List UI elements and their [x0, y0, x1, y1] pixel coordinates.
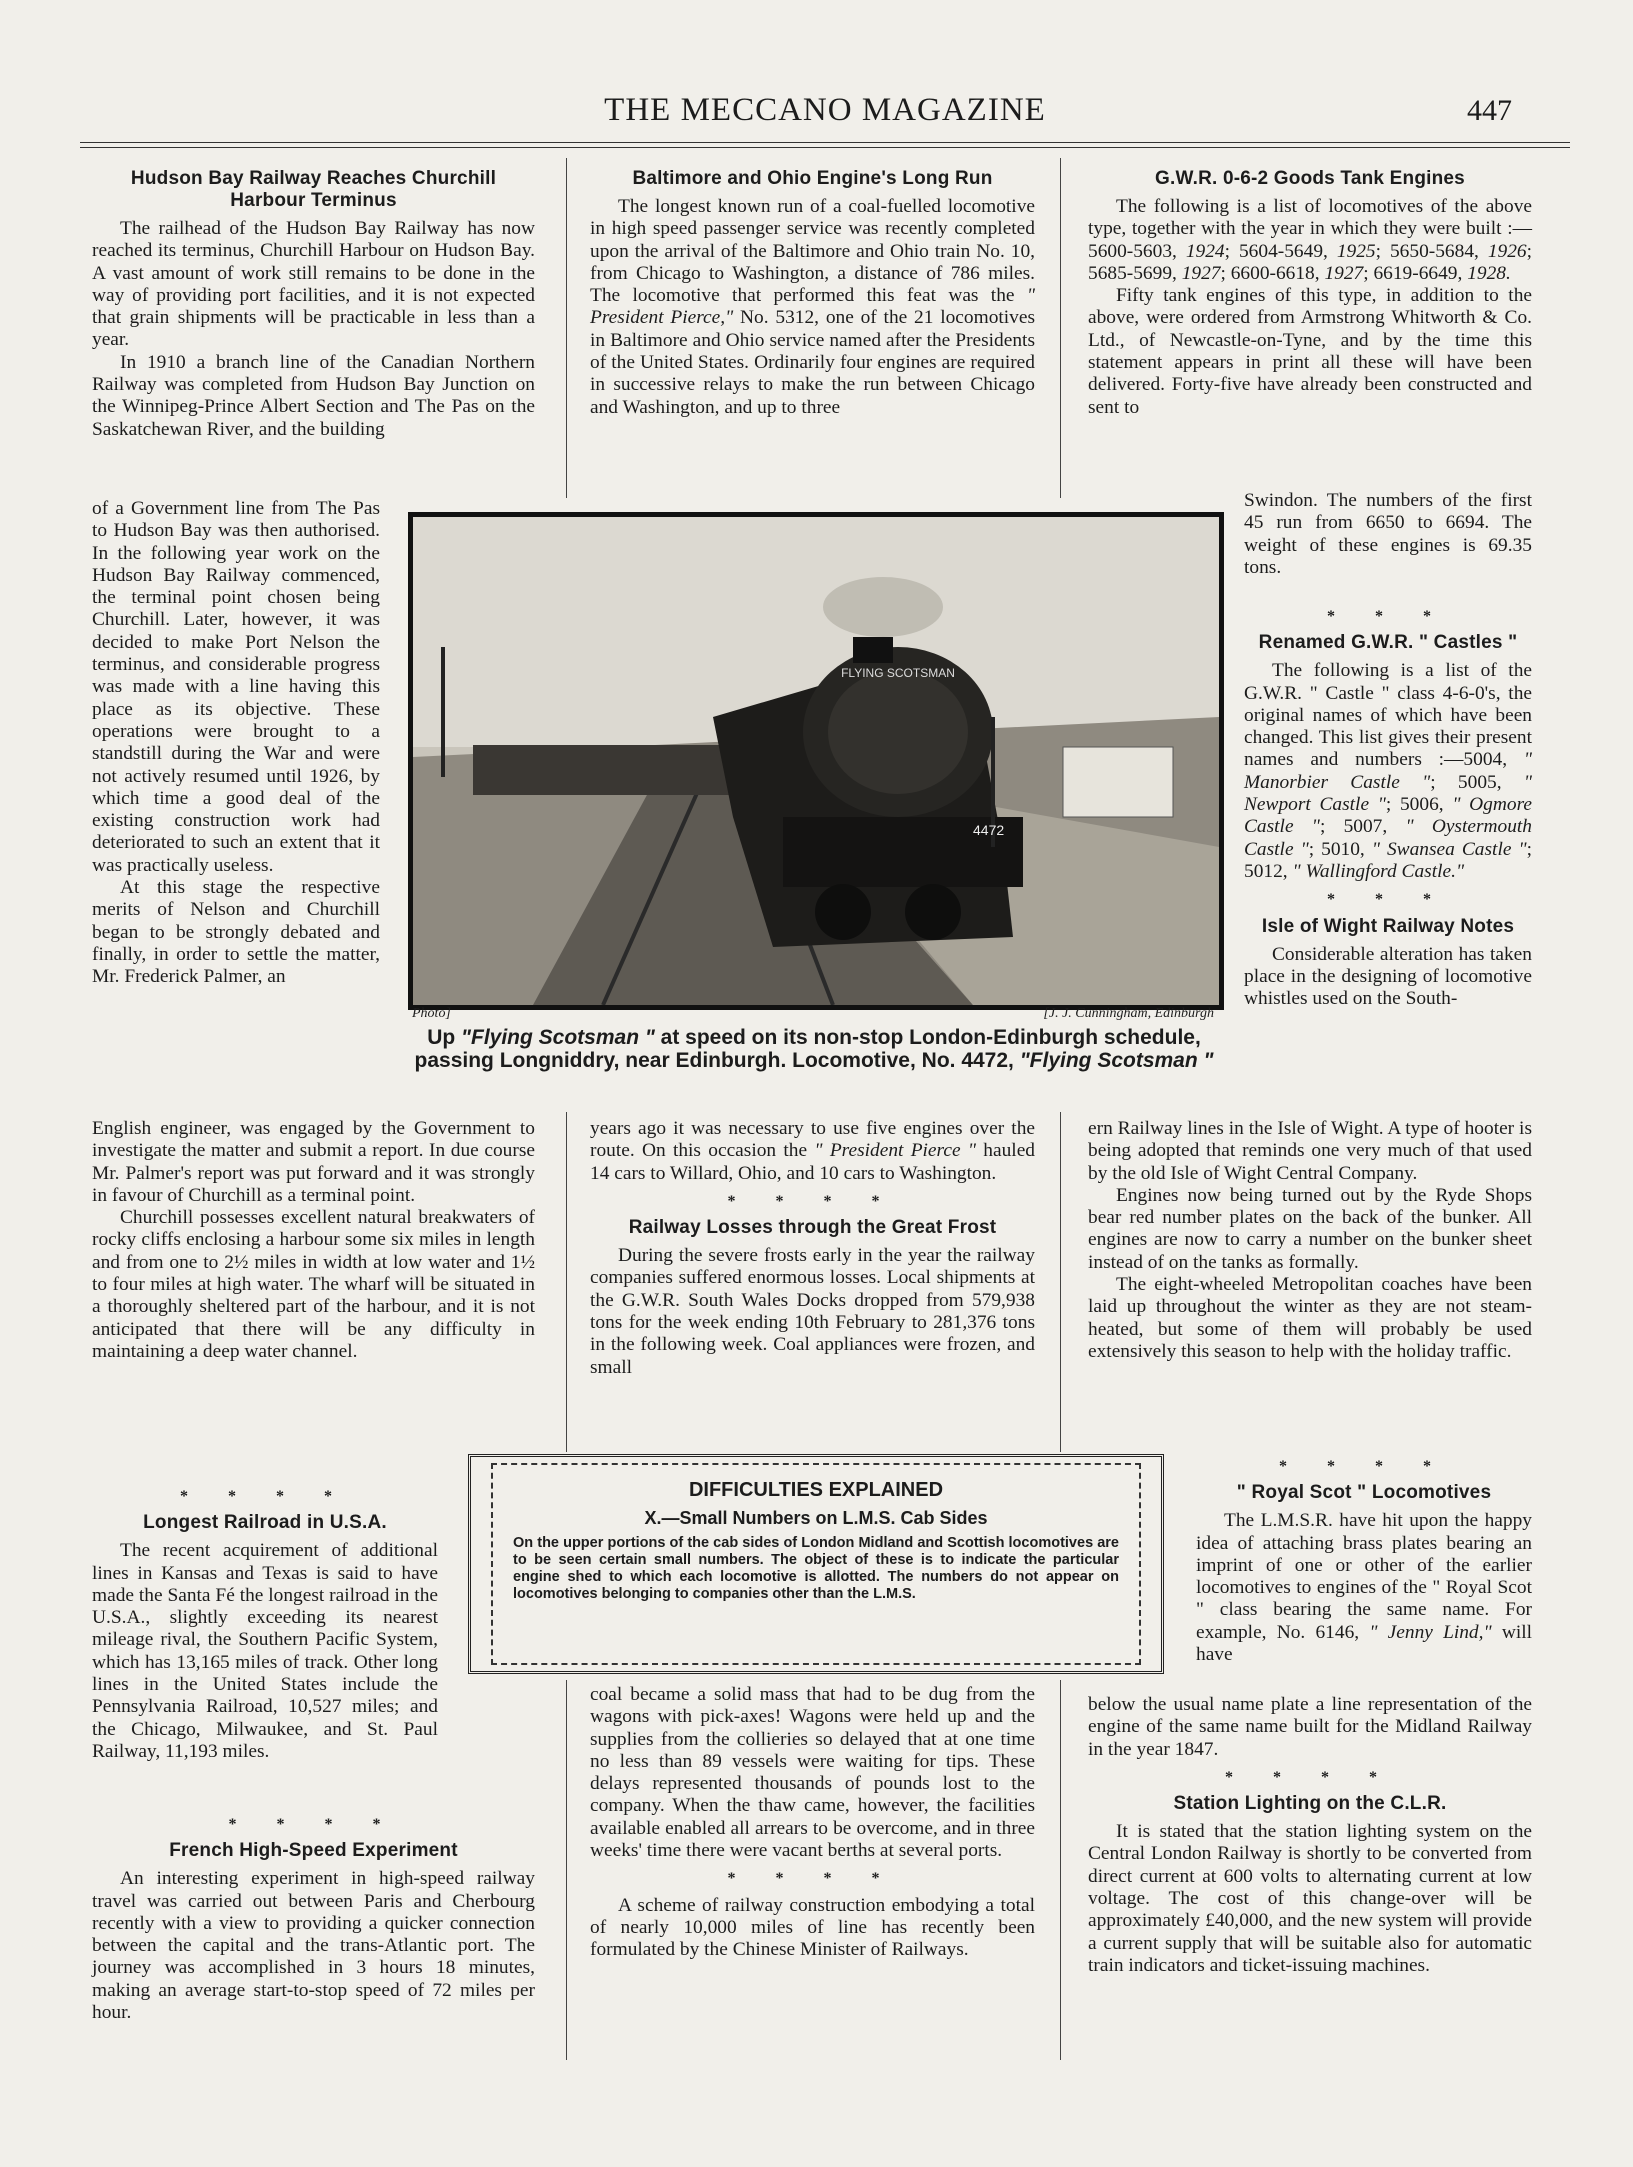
headline-longest-railroad: Longest Railroad in U.S.A.	[143, 1512, 387, 1534]
paragraph: The L.M.S.R. have hit upon the happy idea of attaching brass plates bearing an imprint of one or other of the earlier locomotives to engines of the " Royal Scot " class bearing the same name. For example, No. 6146, " Jenny Lind," will have	[1196, 1510, 1532, 1666]
paragraph: An interesting experiment in high-speed railway travel was carried out between Paris and Cherbourg recently with a view to providing a quicker connection between the capital and the trans-Atlantic port. The journey was accomplished in 3 hours 18 minutes, making an average start-to-stop speed of 72 miles per hour.	[92, 1868, 535, 2024]
headline-french-experiment: French High-Speed Experiment	[169, 1840, 458, 1862]
section-separator: * * * *	[727, 1870, 898, 1888]
section-separator: * * *	[1327, 608, 1449, 625]
paragraph: of a Government line from The Pas to Hudson Bay was then authorised. In the following year work on the Hudson Bay Railway commenced, the terminal point chosen being Churchill. Later, however, it was decided to make Port Nelson the terminus, and considerable progress was made with a line having this place as its objective. These operations were brought to a standstill during the War and were not actively resumed until 1926, by which time a good deal of the existing construction work had deteriorated to such an extent that it was practically useless.	[92, 498, 380, 876]
paragraph: The following is a list of the G.W.R. " Castle " class 4-6-0's, the original names of which have been changed. This list gives their present names and numbers :—5004, " Manorbier Castle "; 5005, " Newport Castle "; 5006, " Ogmore Castle "; 5007, " Oystermouth Castle "; 5010, " Swansea Castle "; 5012, " Wallingford Castle."	[1244, 660, 1532, 882]
paragraph: In 1910 a branch line of the Canadian Northern Railway was completed from Hudson Bay Junction on the Winnipeg-Prince Albert Section and The Pas on the Saskatchewan River, and the building	[92, 351, 535, 440]
paragraph: Swindon. The numbers of the first 45 run from 6650 to 6694. The weight of these engines is 69.35 tons.	[1244, 490, 1532, 578]
paragraph: During the severe frosts early in the year the railway companies suffered enormous losses. Local shipments at the G.W.R. South Wales Docks dropped from 579,938 tons for the week ending 10th February to 281,376 tons in the following week. Coal appliances were frozen, and small	[590, 1245, 1035, 1378]
column-1-end	[92, 1808, 535, 2024]
page-header	[80, 92, 1570, 136]
column-divider	[1060, 1680, 1061, 2060]
section-separator: * * * *	[180, 1488, 350, 1505]
paragraph: The recent acquirement of additional lines in Kansas and Texas is said to have made the Santa Fé the longest railroad in the U.S.A., slightly exceeding its nearest mileage rival, the Southern Pacific System, which has 13,165 miles of track. Other long lines in the United States include the Pennsylvania Railroad, 10,527 miles; and the Chicago, Milwaukee, and St. Paul Railway, 11,193 miles.	[92, 1540, 438, 1762]
column-1-box-side	[92, 1480, 438, 1763]
column-divider	[566, 158, 567, 498]
column-2-mid	[590, 1118, 1035, 1379]
box-border	[491, 1463, 1141, 1665]
difficulties-explained-box	[468, 1454, 1164, 1674]
section-separator: * * * *	[727, 1192, 898, 1210]
paragraph: Engines now being turned out by the Ryde Shops bear red number plates on the back of the bunker. All engines are now to carry a number on the bunker sheet instead of on the tanks as formally.	[1088, 1184, 1532, 1273]
headline-renamed-castles: Renamed G.W.R. " Castles "	[1258, 632, 1518, 654]
section-separator: * * * *	[228, 1816, 399, 1833]
paragraph: It is stated that the station lighting system on the Central London Railway is shortly to be converted from direct current at 600 volts to alternating current at low voltage. The cost of this change-over will be approximately £40,000, and the new system will provide a current supply that will be suitable also for automatic train indicators and ticket-issuing machines.	[1088, 1821, 1532, 1976]
column-3-narrow	[1244, 490, 1532, 579]
engine-number: 4472	[973, 822, 1005, 838]
paragraph: ern Railway lines in the Isle of Wight. A type of hooter is being adopted that reminds one very much of that used by the old Isle of Wight Central Company.	[1088, 1118, 1532, 1184]
paragraph: years ago it was necessary to use five engines over the route. On this occasion the " President Pierce " hauled 14 cars to Willard, Ohio, and 10 cars to Washington.	[590, 1118, 1035, 1184]
column-divider	[566, 1680, 567, 2060]
headline-isle-of-wight: Isle of Wight Railway Notes	[1261, 915, 1515, 937]
column-divider	[1060, 1112, 1061, 1452]
smoke-plume	[823, 577, 943, 637]
box-title: DIFFICULTIES EXPLAINED	[688, 1479, 944, 1501]
column-1-top	[92, 168, 535, 441]
column-3-bottom	[1088, 1694, 1532, 1977]
section-separator: * * * *	[1279, 1458, 1449, 1475]
photo-caption: Up "Flying Scotsman " at speed on its non-stop London-Edinburgh schedule, passing Longniddry, near Edinburgh. Locomotive, No. 4472, "Flying Scotsman "	[414, 1026, 1214, 1072]
section-separator: * * *	[1327, 891, 1449, 909]
column-3-mid	[1088, 1118, 1532, 1363]
column-1-bottom	[92, 1118, 535, 1363]
paragraph: The following is a list of locomotives of the above type, together with the year in which they were built :—5600-5603, 1924; 5604-5649, 1925; 5650-5684, 1926; 5685-5699, 1927; 6600-6618, 1927; 6619-6649, 1928.	[1088, 196, 1533, 284]
paragraph: The eight-wheeled Metropolitan coaches have been laid up throughout the winter as they are not steam-heated, but some of them will probably be used extensively this season to help with the holiday traffic.	[1088, 1274, 1532, 1362]
section-separator: * * * *	[1225, 1768, 1395, 1786]
headline-hudson-bay: Hudson Bay Railway Reaches Churchill Harbour Terminus	[130, 168, 497, 211]
header-rule-top	[80, 142, 1570, 143]
headline-great-frost: Railway Losses through the Great Frost	[628, 1217, 997, 1239]
column-2-bottom	[590, 1684, 1035, 1962]
paragraph: Considerable alteration has taken place in the designing of locomotive whistles used on the South-	[1244, 943, 1532, 1010]
paragraph: Churchill possesses excellent natural breakwaters of rocky cliffs enclosing a harbour some six miles in length and from one to 2½ miles in width at low water and 1½ to four miles at high water. The wharf will be situated in a thoroughly sheltered part of the harbour, and it is not anticipated that there will be any difficulty in maintaining a deep water channel.	[92, 1207, 535, 1362]
column-1-narrow	[92, 498, 380, 989]
locomotive-illustration	[413, 517, 1219, 1005]
paragraph: The railhead of the Hudson Bay Railway has now reached its terminus, Churchill Harbour on Hudson Bay. A vast amount of work still remains to be done in the way of providing port facilities, and it is not expected that grain shipments will be practicable in less than a year.	[92, 218, 535, 351]
paragraph: At this stage the respective merits of Nelson and Churchill began to be strongly debated and finally, in order to settle the matter, Mr. Frederick Palmer, an	[92, 877, 380, 988]
headline-station-lighting: Station Lighting on the C.L.R.	[1173, 1793, 1447, 1815]
paragraph: coal became a solid mass that had to be dug from the wagons with pick-axes! Wagons were held up and the supplies from the collieries so delayed that at one time no less than 89 vessels were waiting for tips. These delays represented thousands of pounds lost to the company. When the thaw came, however, the facilities available enabled all arrears to be overcome, and in three weeks' time there were vacant berths at several ports.	[590, 1684, 1035, 1862]
headline-gwr-tank-engines: G.W.R. 0-6-2 Goods Tank Engines	[1155, 168, 1465, 189]
magazine-title: THE MECCANO MAGAZINE	[604, 92, 1046, 128]
paragraph: The longest known run of a coal-fuelled locomotive in high speed passenger service was recently completed upon the arrival of the Baltimore and Ohio train No. 10, from Chicago to Washington, a distance of 786 miles. The locomotive that performed this feat was the " President Pierce," No. 5312, one of the 21 locomotives in Baltimore and Ohio service named after the Presidents of the United States. Ordinarily four engines are required in successive relays to make the run between Chicago and Washington, and up to three	[590, 196, 1036, 418]
column-3-top	[1088, 168, 1532, 419]
column-3-castles	[1244, 600, 1532, 1010]
headline-baltimore-ohio: Baltimore and Ohio Engine's Long Run	[632, 168, 993, 189]
paragraph: English engineer, was engaged by the Government to investigate the matter and submit a report. In due course Mr. Palmer's report was put forward and it was strongly in favour of Churchill as a terminal point.	[92, 1118, 535, 1206]
flying-scotsman-photo	[408, 512, 1224, 1010]
page-number: 447	[1467, 94, 1512, 127]
column-2-top	[590, 168, 1035, 419]
paragraph: A scheme of railway construction embodying a total of nearly 10,000 miles of line has recently been formulated by the Chinese Minister of Railways.	[590, 1894, 1035, 1961]
column-3-box-side	[1196, 1450, 1532, 1666]
box-subtitle: X.—Small Numbers on L.M.S. Cab Sides	[644, 1508, 988, 1528]
headboard-text: FLYING SCOTSMAN	[841, 666, 955, 680]
paragraph: below the usual name plate a line representation of the engine of the same name built for the Midland Railway in the year 1847.	[1088, 1694, 1532, 1760]
column-divider	[1060, 158, 1061, 498]
paragraph: Fifty tank engines of this type, in addition to the above, were ordered from Armstrong Whitworth & Co. Ltd., of Newcastle-on-Tyne, and by the time this statement appears in print all these will have been delivered. Forty-five have already been constructed and sent to	[1088, 285, 1532, 418]
photo-credit-right: [J. J. Cunningham, Edinburgh	[1043, 1006, 1214, 1021]
photo-credit-left: Photo]	[412, 1006, 451, 1021]
header-rule-bottom	[80, 147, 1570, 148]
column-divider	[566, 1112, 567, 1452]
headline-royal-scot: " Royal Scot " Locomotives	[1236, 1482, 1492, 1504]
box-text: On the upper portions of the cab sides of London Midland and Scottish locomotives are to be seen certain small numbers. The object of these is to indicate the particular engine shed to which each locomotive is allotted. The numbers do not appear on locomotives belonging to companies other than the L.M.S.	[513, 1535, 1119, 1602]
